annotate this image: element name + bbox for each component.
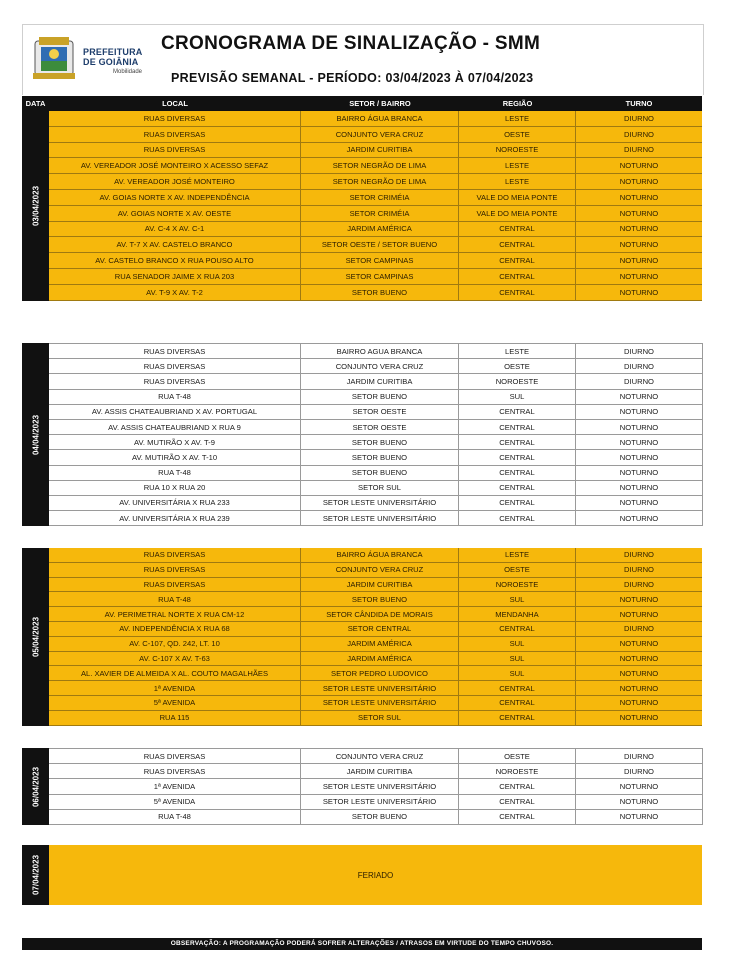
regiao-cell: VALE DO MEIA PONTE (459, 190, 576, 205)
table-row (49, 637, 702, 652)
day-rows (49, 748, 703, 825)
local-cell: RUA SENADOR JAIME X RUA 203 (49, 269, 301, 284)
setor-cell: JARDIM CURITIBA (301, 578, 459, 592)
turno-cell: NOTURNO (619, 713, 659, 723)
column-header-data: DATA (25, 99, 46, 108)
date-band (22, 111, 49, 301)
regiao-cell: CENTRAL (459, 696, 576, 710)
date-band (22, 548, 49, 726)
turno-cell: NOTURNO (619, 224, 659, 234)
setor-cell: JARDIM AMÉRICA (301, 637, 459, 651)
table-row (49, 253, 702, 269)
table-row (49, 764, 702, 779)
local-cell: AV. MUTIRÃO X AV. T-10 (49, 450, 301, 464)
local-cell: RUA T-48 (49, 810, 301, 824)
turno-cell: NOTURNO (619, 781, 659, 791)
local-cell: RUA 115 (49, 711, 301, 725)
regiao-cell: CENTRAL (459, 622, 576, 636)
local-cell: RUAS DIVERSAS (49, 344, 301, 358)
local-cell: AV. C-4 X AV. C-1 (49, 222, 301, 237)
regiao-cell: CENTRAL (459, 405, 576, 419)
regiao-cell: CENTRAL (459, 222, 576, 237)
date-label: 03/04/2023 (31, 185, 40, 227)
turno-cell: NOTURNO (619, 422, 659, 432)
setor-cell: SETOR OESTE (301, 420, 459, 434)
local-cell: RUAS DIVERSAS (49, 374, 301, 388)
table-row (49, 592, 702, 607)
setor-cell: CONJUNTO VERA CRUZ (301, 563, 459, 577)
day-block-4 (22, 748, 702, 825)
turno-cell: NOTURNO (619, 256, 659, 266)
turno-cell: NOTURNO (619, 668, 659, 678)
local-cell: RUAS DIVERSAS (49, 749, 301, 763)
local-cell: AV. CASTELO BRANCO X RUA POUSO ALTO (49, 253, 301, 268)
table-row (49, 548, 702, 563)
local-cell: 1ª AVENIDA (49, 681, 301, 695)
turno-cell: NOTURNO (619, 407, 659, 417)
regiao-cell: CENTRAL (459, 681, 576, 695)
day-rows (49, 548, 702, 726)
regiao-cell: CENTRAL (459, 779, 576, 793)
table-row (49, 481, 702, 496)
setor-cell: SETOR NEGRÃO DE LIMA (301, 158, 459, 173)
table-row (49, 435, 702, 450)
date-band (22, 845, 49, 905)
setor-cell: BAIRRO ÁGUA BRANCA (301, 548, 459, 562)
setor-cell: SETOR BUENO (301, 466, 459, 480)
turno-cell: DIURNO (624, 550, 654, 560)
turno-cell: NOTURNO (619, 653, 659, 663)
regiao-cell: CENTRAL (459, 711, 576, 725)
column-header-turno: TURNO (625, 99, 653, 108)
date-band (22, 748, 49, 825)
table-row (49, 652, 702, 667)
regiao-cell: OESTE (459, 127, 576, 142)
turno-cell: DIURNO (624, 766, 654, 776)
table-row (49, 222, 702, 238)
turno-cell: DIURNO (624, 113, 654, 123)
day-block-3 (22, 548, 702, 726)
local-cell: AV. UNIVERSITÁRIA X RUA 233 (49, 496, 301, 510)
regiao-cell: CENTRAL (459, 496, 576, 510)
day-rows (49, 343, 703, 526)
setor-cell: SETOR LESTE UNIVERSITÁRIO (301, 779, 459, 793)
local-cell: AV. C-107, QD. 242, LT. 10 (49, 637, 301, 651)
setor-cell: SETOR LESTE UNIVERSITÁRIO (301, 496, 459, 510)
table-row (49, 374, 702, 389)
turno-cell: DIURNO (624, 751, 654, 761)
table-row (49, 511, 702, 526)
regiao-cell: SUL (459, 637, 576, 651)
date-label: 07/04/2023 (31, 854, 40, 896)
regiao-cell: NOROESTE (459, 143, 576, 158)
local-cell: RUA T-48 (49, 592, 301, 606)
local-cell: RUA T-48 (49, 466, 301, 480)
day-block-holiday (22, 845, 702, 905)
setor-cell: CONJUNTO VERA CRUZ (301, 127, 459, 142)
local-cell: AV. C-107 X AV. T-63 (49, 652, 301, 666)
regiao-cell: CENTRAL (459, 285, 576, 300)
turno-cell: NOTURNO (619, 683, 659, 693)
regiao-cell: SUL (459, 390, 576, 404)
table-row (49, 285, 702, 301)
setor-cell: SETOR LESTE UNIVERSITÁRIO (301, 795, 459, 809)
table-row (49, 496, 702, 511)
local-cell: AV. VEREADOR JOSÉ MONTEIRO X ACESSO SEFAZ (49, 158, 301, 173)
turno-cell: NOTURNO (619, 498, 659, 508)
setor-cell: SETOR LESTE UNIVERSITÁRIO (301, 681, 459, 695)
turno-cell: DIURNO (624, 145, 654, 155)
table-row (49, 405, 702, 420)
setor-cell: BAIRRO ÁGUA BRANCA (301, 111, 459, 126)
local-cell: RUAS DIVERSAS (49, 143, 301, 158)
table-row (49, 111, 702, 127)
turno-cell: DIURNO (624, 565, 654, 575)
setor-cell: CONJUNTO VERA CRUZ (301, 749, 459, 763)
setor-cell: SETOR OESTE / SETOR BUENO (301, 237, 459, 252)
prefeitura-logo (31, 35, 171, 83)
footer-note: OBSERVAÇÃO: A PROGRAMAÇÃO PODERÁ SOFRER ALTERAÇÕES / ATRASOS EM VIRTUDE DO TEMPO CHUVOSO. (22, 938, 702, 950)
table-row (49, 466, 702, 481)
regiao-cell: OESTE (459, 749, 576, 763)
local-cell: AV. INDEPENDÊNCIA X RUA 68 (49, 622, 301, 636)
setor-cell: SETOR CÂNDIDA DE MORAIS (301, 607, 459, 621)
local-cell: AV. UNIVERSITÁRIA X RUA 239 (49, 511, 301, 525)
regiao-cell: CENTRAL (459, 511, 576, 525)
setor-cell: SETOR CAMPINAS (301, 253, 459, 268)
turno-cell: NOTURNO (619, 177, 659, 187)
setor-cell: SETOR BUENO (301, 435, 459, 449)
column-header-local: LOCAL (162, 99, 188, 108)
date-label: 05/04/2023 (31, 616, 40, 658)
local-cell: AL. XAVIER DE ALMEIDA X AL. COUTO MAGALHÃES (49, 666, 301, 680)
regiao-cell: LESTE (459, 158, 576, 173)
regiao-cell: LESTE (459, 174, 576, 189)
local-cell: AV. ASSIS CHATEAUBRIAND X AV. PORTUGAL (49, 405, 301, 419)
regiao-cell: OESTE (459, 563, 576, 577)
setor-cell: SETOR CRIMÉIA (301, 206, 459, 221)
setor-cell: SETOR BUENO (301, 390, 459, 404)
turno-cell: NOTURNO (619, 208, 659, 218)
turno-cell: DIURNO (624, 129, 654, 139)
table-row (49, 269, 702, 285)
turno-cell: DIURNO (624, 346, 654, 356)
table-row (49, 681, 702, 696)
turno-cell: NOTURNO (619, 513, 659, 523)
setor-cell: SETOR BUENO (301, 810, 459, 824)
day-block-1 (22, 111, 702, 301)
table-row (49, 622, 702, 637)
regiao-cell: SUL (459, 652, 576, 666)
setor-cell: JARDIM CURITIBA (301, 764, 459, 778)
table-row (49, 666, 702, 681)
turno-cell: NOTURNO (619, 392, 659, 402)
setor-cell: SETOR BUENO (301, 450, 459, 464)
table-row (49, 390, 702, 405)
regiao-cell: NOROESTE (459, 578, 576, 592)
table-row (49, 711, 702, 726)
local-cell: RUAS DIVERSAS (49, 127, 301, 142)
date-band (22, 343, 49, 526)
table-row (49, 696, 702, 711)
turno-cell: NOTURNO (619, 797, 659, 807)
table-row (49, 190, 702, 206)
regiao-cell: CENTRAL (459, 237, 576, 252)
local-cell: AV. PERIMETRAL NORTE X RUA CM-12 (49, 607, 301, 621)
regiao-cell: CENTRAL (459, 466, 576, 480)
turno-cell: NOTURNO (619, 468, 659, 478)
turno-cell: NOTURNO (619, 192, 659, 202)
setor-cell: BAIRRO AGUA BRANCA (301, 344, 459, 358)
local-cell: AV. VEREADOR JOSÉ MONTEIRO (49, 174, 301, 189)
regiao-cell: NOROESTE (459, 764, 576, 778)
regiao-cell: CENTRAL (459, 810, 576, 824)
local-cell: RUA 10 X RUA 20 (49, 481, 301, 495)
regiao-cell: CENTRAL (459, 481, 576, 495)
table-row (49, 206, 702, 222)
regiao-cell: CENTRAL (459, 435, 576, 449)
table-row (49, 578, 702, 593)
table-row (49, 127, 702, 143)
document-header (22, 24, 704, 95)
logo-line-2: DE GOIÂNIA (83, 57, 139, 67)
setor-cell: JARDIM CURITIBA (301, 143, 459, 158)
turno-cell: NOTURNO (619, 639, 659, 649)
table-row (49, 174, 702, 190)
date-label: 04/04/2023 (31, 414, 40, 455)
table-column-header (22, 96, 702, 111)
setor-cell: SETOR CAMPINAS (301, 269, 459, 284)
regiao-cell: LESTE (459, 548, 576, 562)
table-row (49, 779, 702, 794)
regiao-cell: SUL (459, 666, 576, 680)
local-cell: RUA T-48 (49, 390, 301, 404)
regiao-cell: MENDANHA (459, 607, 576, 621)
local-cell: RUAS DIVERSAS (49, 764, 301, 778)
local-cell: 1ª AVENIDA (49, 779, 301, 793)
turno-cell: NOTURNO (619, 271, 659, 281)
turno-cell: NOTURNO (619, 287, 659, 297)
turno-cell: NOTURNO (619, 594, 659, 604)
setor-cell: JARDIM AMÉRICA (301, 222, 459, 237)
turno-cell: NOTURNO (619, 698, 659, 708)
local-cell: 5ª AVENIDA (49, 795, 301, 809)
local-cell: RUAS DIVERSAS (49, 578, 301, 592)
logo-line-3: Mobilidade (113, 69, 143, 75)
local-cell: AV. T-9 X AV. T-2 (49, 285, 301, 300)
table-row (49, 749, 702, 764)
setor-cell: SETOR OESTE (301, 405, 459, 419)
regiao-cell: CENTRAL (459, 269, 576, 284)
local-cell: RUAS DIVERSAS (49, 111, 301, 126)
regiao-cell: CENTRAL (459, 253, 576, 268)
local-cell: AV. MUTIRÃO X AV. T-9 (49, 435, 301, 449)
setor-cell: SETOR LESTE UNIVERSITÁRIO (301, 696, 459, 710)
setor-cell: SETOR SUL (301, 711, 459, 725)
local-cell: AV. T-7 X AV. CASTELO BRANCO (49, 237, 301, 252)
day-block-2 (22, 343, 702, 526)
table-row (49, 143, 702, 159)
setor-cell: JARDIM CURITIBA (301, 374, 459, 388)
turno-cell: DIURNO (624, 376, 654, 386)
local-cell: RUAS DIVERSAS (49, 548, 301, 562)
turno-cell: NOTURNO (619, 483, 659, 493)
table-row (49, 359, 702, 374)
table-row (49, 344, 702, 359)
local-cell: 5ª AVENIDA (49, 696, 301, 710)
setor-cell: SETOR SUL (301, 481, 459, 495)
table-row (49, 237, 702, 253)
turno-cell: NOTURNO (619, 437, 659, 447)
regiao-cell: CENTRAL (459, 795, 576, 809)
table-row (49, 607, 702, 622)
local-cell: RUAS DIVERSAS (49, 563, 301, 577)
regiao-cell: CENTRAL (459, 420, 576, 434)
column-header-regiao: REGIÃO (502, 99, 533, 108)
turno-cell: NOTURNO (619, 452, 659, 462)
turno-cell: NOTURNO (619, 240, 659, 250)
turno-cell: DIURNO (624, 624, 654, 634)
regiao-cell: SUL (459, 592, 576, 606)
regiao-cell: NOROESTE (459, 374, 576, 388)
turno-cell: NOTURNO (619, 812, 659, 822)
table-row (49, 795, 702, 810)
turno-cell: DIURNO (624, 361, 654, 371)
table-row (49, 563, 702, 578)
local-cell: AV. GOIAS NORTE X AV. INDEPENDÊNCIA (49, 190, 301, 205)
turno-cell: NOTURNO (619, 161, 659, 171)
local-cell: AV. ASSIS CHATEAUBRIAND X RUA 9 (49, 420, 301, 434)
setor-cell: CONJUNTO VERA CRUZ (301, 359, 459, 373)
page-title: CRONOGRAMA DE SINALIZAÇÃO - SMM (161, 33, 541, 54)
regiao-cell: LESTE (459, 111, 576, 126)
setor-cell: JARDIM AMÉRICA (301, 652, 459, 666)
holiday-label: FERIADO (49, 845, 702, 905)
setor-cell: SETOR NEGRÃO DE LIMA (301, 174, 459, 189)
local-cell: RUAS DIVERSAS (49, 359, 301, 373)
setor-cell: SETOR CRIMÉIA (301, 190, 459, 205)
day-rows (49, 111, 702, 301)
city-crest-icon (31, 35, 77, 81)
turno-cell: DIURNO (624, 579, 654, 589)
local-cell: AV. GOIAS NORTE X AV. OESTE (49, 206, 301, 221)
turno-cell: NOTURNO (619, 609, 659, 619)
date-label: 06/04/2023 (31, 766, 40, 807)
table-row (49, 810, 702, 825)
table-row (49, 420, 702, 435)
regiao-cell: CENTRAL (459, 450, 576, 464)
setor-cell: SETOR CENTRAL (301, 622, 459, 636)
setor-cell: SETOR BUENO (301, 592, 459, 606)
regiao-cell: OESTE (459, 359, 576, 373)
table-row (49, 450, 702, 465)
page-subtitle: PREVISÃO SEMANAL - PERÍODO: 03/04/2023 À 07/04/2023 (171, 71, 534, 85)
setor-cell: SETOR BUENO (301, 285, 459, 300)
regiao-cell: VALE DO MEIA PONTE (459, 206, 576, 221)
table-row (49, 158, 702, 174)
setor-cell: SETOR LESTE UNIVERSITÁRIO (301, 511, 459, 525)
column-header-setor: SETOR / BAIRRO (349, 99, 411, 108)
regiao-cell: LESTE (459, 344, 576, 358)
logo-line-1: PREFEITURA (83, 47, 143, 57)
setor-cell: SETOR PEDRO LUDOVICO (301, 666, 459, 680)
